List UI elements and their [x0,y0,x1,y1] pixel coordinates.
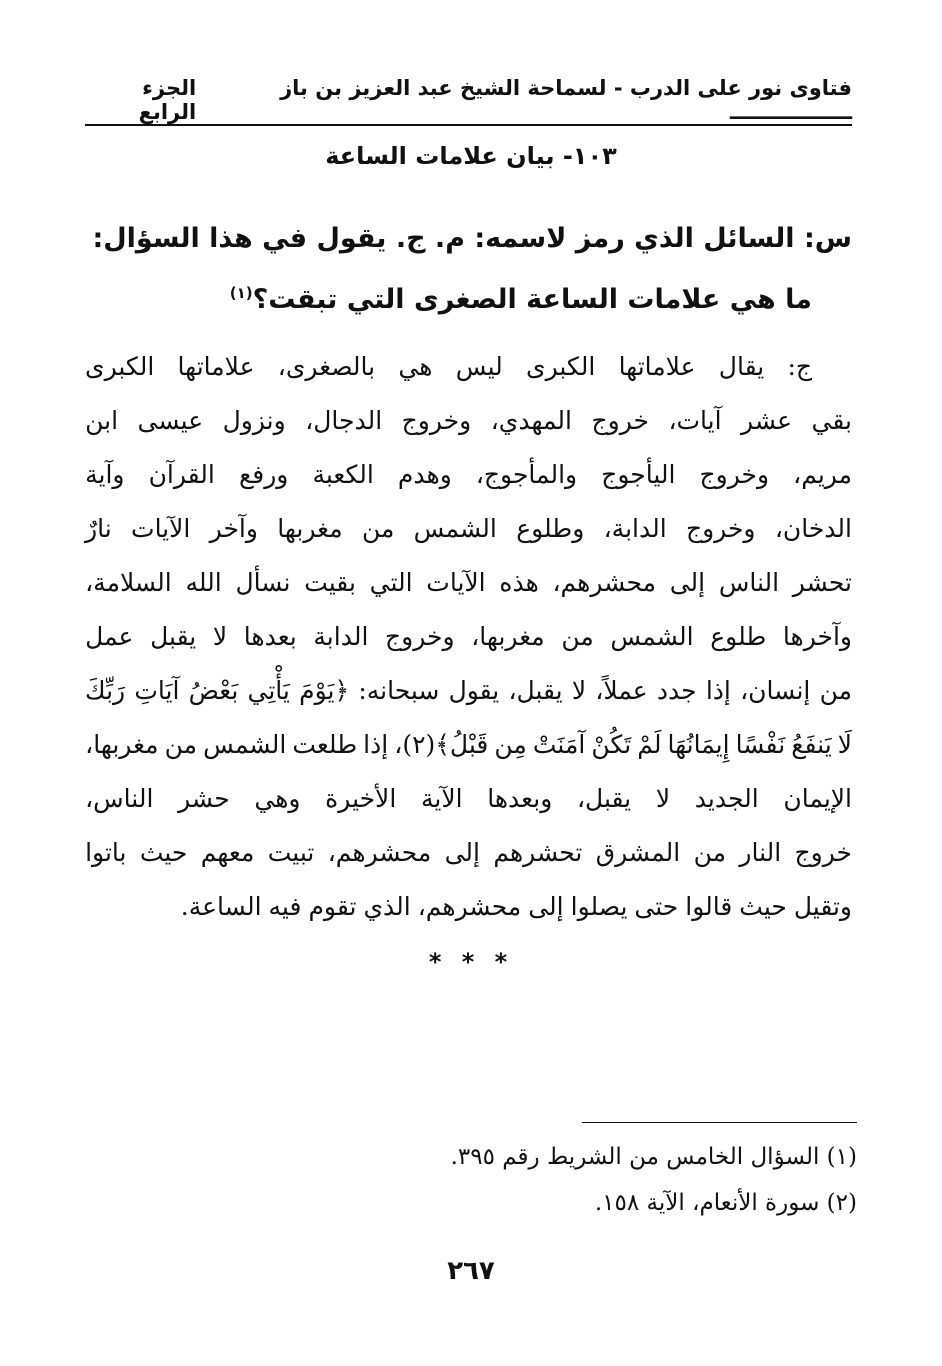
answer-word: من [561,622,594,651]
footnote-rule [582,1122,857,1123]
answer-word: لَا [837,730,852,759]
answer-word: الكعبة [312,460,374,489]
answer-word: يقبل [150,622,197,651]
answer-word: تَكُنْ [591,730,632,759]
section-separator: * * * [428,948,514,976]
answer-line [85,448,852,502]
answer-word: النار [739,838,782,867]
question-line: س: السائل الذي رمز لاسمه: م. ج. يقول في هذا السؤال: [92,223,852,254]
answer-word: طلوع [710,622,767,651]
answer-word: آيَاتِ [134,676,180,705]
question-line [85,266,852,327]
answer-word: الإيمان [783,784,852,813]
answer-word: من [361,514,395,543]
answer-word: يصلوا [570,892,628,921]
volume-label: الجزء الرابع [138,76,197,124]
answer-word: مريم، [793,460,852,489]
answer-word: إنسان، [740,676,811,705]
answer-word: ج: [787,352,812,381]
answer-word: آيات، [668,406,722,435]
answer-word: نارٌ [85,514,112,543]
answer-word: الله [185,568,222,597]
footnote: (١) السؤال الخامس من الشريط رقم ٣٩٥. [450,1144,857,1170]
answer-word: وهي [254,784,301,813]
answer-word: محشرهم، [552,568,656,597]
answer-word: الشمس [610,622,694,651]
answer-line [85,610,852,664]
answer-word: يقول [448,676,500,705]
answer-word: نسأل [235,568,291,597]
answer-word: الدجال، [305,406,383,435]
answer-word: والمأجوج، [475,460,578,489]
answer-word: وخروج [699,460,770,489]
answer-word: وطلوع [516,514,585,543]
answer-word: الكبرى [526,352,596,381]
answer-word: خروج [591,406,649,435]
answer-word: بقي [811,406,852,435]
answer-word: بالصغرى، [277,352,376,381]
answer-word: تبيت [267,838,315,867]
answer-word: قالوا [685,892,733,921]
answer-word: بقيت [304,568,356,597]
answer-word: آمَنَتْ [532,730,586,759]
answer-word: وخروج [685,514,756,543]
answer-word: وهدم [397,460,452,489]
answer-line [85,772,852,826]
answer-line [85,556,852,610]
answer-word: وآية [85,460,125,489]
answer-word: ورفع [238,460,289,489]
answer-word: يقبل، [508,676,563,705]
answer-word: تقوم [308,892,357,921]
answer-word: عمل [85,622,134,651]
answer-line [85,718,852,772]
answer-word: إلى [444,838,480,867]
answer-word: الذي [363,892,411,921]
answer-word: التي [369,568,413,597]
answer-word: لَمْ [637,730,662,759]
answer-word: الدابة، [603,514,667,543]
answer-word: حشر [178,784,230,813]
answer-word: الناس، [85,784,154,813]
answer-word: لا [571,676,587,705]
answer-word: وآخر [209,514,258,543]
answer-word: الكبرى [85,352,155,381]
answer-word: السلامة، [85,568,172,597]
answer-word: الشمس [203,730,287,759]
answer-line [85,502,852,556]
answer-word: عملاً، [595,676,648,705]
answer-word: إذا [705,676,731,705]
answer-word: لا [212,622,228,651]
answer-word: الساعة. [180,892,262,921]
answer-word: الأخيرة [325,784,397,813]
answer-word: إِيمَانُهَا [667,730,730,759]
answer-word: رَبِّكَ [85,676,126,705]
answer-word: من [693,838,727,867]
answer-word: المهدي، [490,406,572,435]
footnote-marker: (١) [229,284,253,302]
answer-word: حيث [739,892,787,921]
answer-line [85,664,852,718]
answer-word: إذا [363,730,389,759]
footnotes [85,1134,857,1226]
answer-line [85,340,852,394]
answer-line [85,826,852,880]
book-title: فتاوى نور على الدرب - لسماحة الشيخ عبد العزيز بن باز ـــــــــــــــــ [280,76,852,124]
answer-word: مِن [494,730,527,759]
answer-word: وتقيل [793,892,852,921]
answer-word: هذه [499,568,539,597]
answer-word: يَنفَعُ [791,730,832,759]
answer-word: حيث [139,838,188,867]
answer-word: اليأجوج [601,460,676,489]
answer-word: وآخرها [782,622,852,651]
answer-word: نَفْسًا [735,730,786,759]
answer-word: الآيات [131,514,191,543]
answer-word: يقال [718,352,765,381]
answer-word: وبعدها [487,784,553,813]
answer-word: علاماتها [618,352,696,381]
answer-word: حتى [634,892,679,921]
answer-word: لا [655,784,671,813]
answer-word: المشرق [595,838,681,867]
answer-word: القرآن [148,460,215,489]
answer-word: الناس [718,568,780,597]
question-text: ما هي علامات الساعة الصغرى التي تبقت؟ [252,284,812,315]
answer-word: علاماتها [177,352,255,381]
page-number: ٢٦٧ [447,1256,495,1286]
answer-word: وخروج [385,622,455,651]
answer-line [85,394,852,448]
answer-word: إلى [528,892,564,921]
answer-word: يقبل، [576,784,632,813]
answer-block [85,340,852,934]
answer-word: الجديد [694,784,759,813]
answer-word: محشرهم، [417,892,522,921]
answer-word: طلعت [292,730,358,759]
answer-word: ليس [455,352,503,381]
answer-word: باتوا [85,838,127,867]
answer-word: الشمس [413,514,497,543]
answer-word: قَبْلُ﴾(٢)، [394,730,489,759]
answer-word: جدد [656,676,697,705]
answer-word: بَعْضُ [188,676,239,705]
answer-word: ابن [85,406,119,435]
answer-word: هي [398,352,433,381]
answer-word: فيه [268,892,302,921]
running-header [85,76,852,126]
answer-word: خروج [794,838,852,867]
answer-word: الآية [420,784,463,813]
footnote: (٢) سورة الأنعام، الآية ١٥٨. [594,1190,857,1216]
answer-line [85,880,852,934]
answer-word: بعدها [243,622,297,651]
answer-word: ﴿يَوْمَ [299,676,350,705]
section-title: ١٠٣- بيان علامات الساعة [325,142,617,170]
answer-word: الآيات [426,568,486,597]
answer-word: إلى [669,568,706,597]
answer-word: معهم [200,838,255,867]
answer-word: مغربها، [85,730,159,759]
answer-word: عشر [741,406,793,435]
answer-word: وخروج [401,406,472,435]
answer-word: سبحانه: [358,676,440,705]
answer-word: محشرهم، [327,838,432,867]
answer-word: مغربها [277,514,343,543]
answer-word: مغربها، [471,622,545,651]
answer-word: الدخان، [774,514,852,543]
question-block [85,212,852,327]
answer-word: عيسى [137,406,204,435]
answer-word: الدابة [313,622,369,651]
answer-word: تحشرهم [493,838,583,867]
answer-word: من [164,730,198,759]
answer-word: من [819,676,852,705]
answer-word: تحشر [792,568,852,597]
answer-word: ونزول [222,406,286,435]
answer-word: يَأْتِي [247,676,290,705]
